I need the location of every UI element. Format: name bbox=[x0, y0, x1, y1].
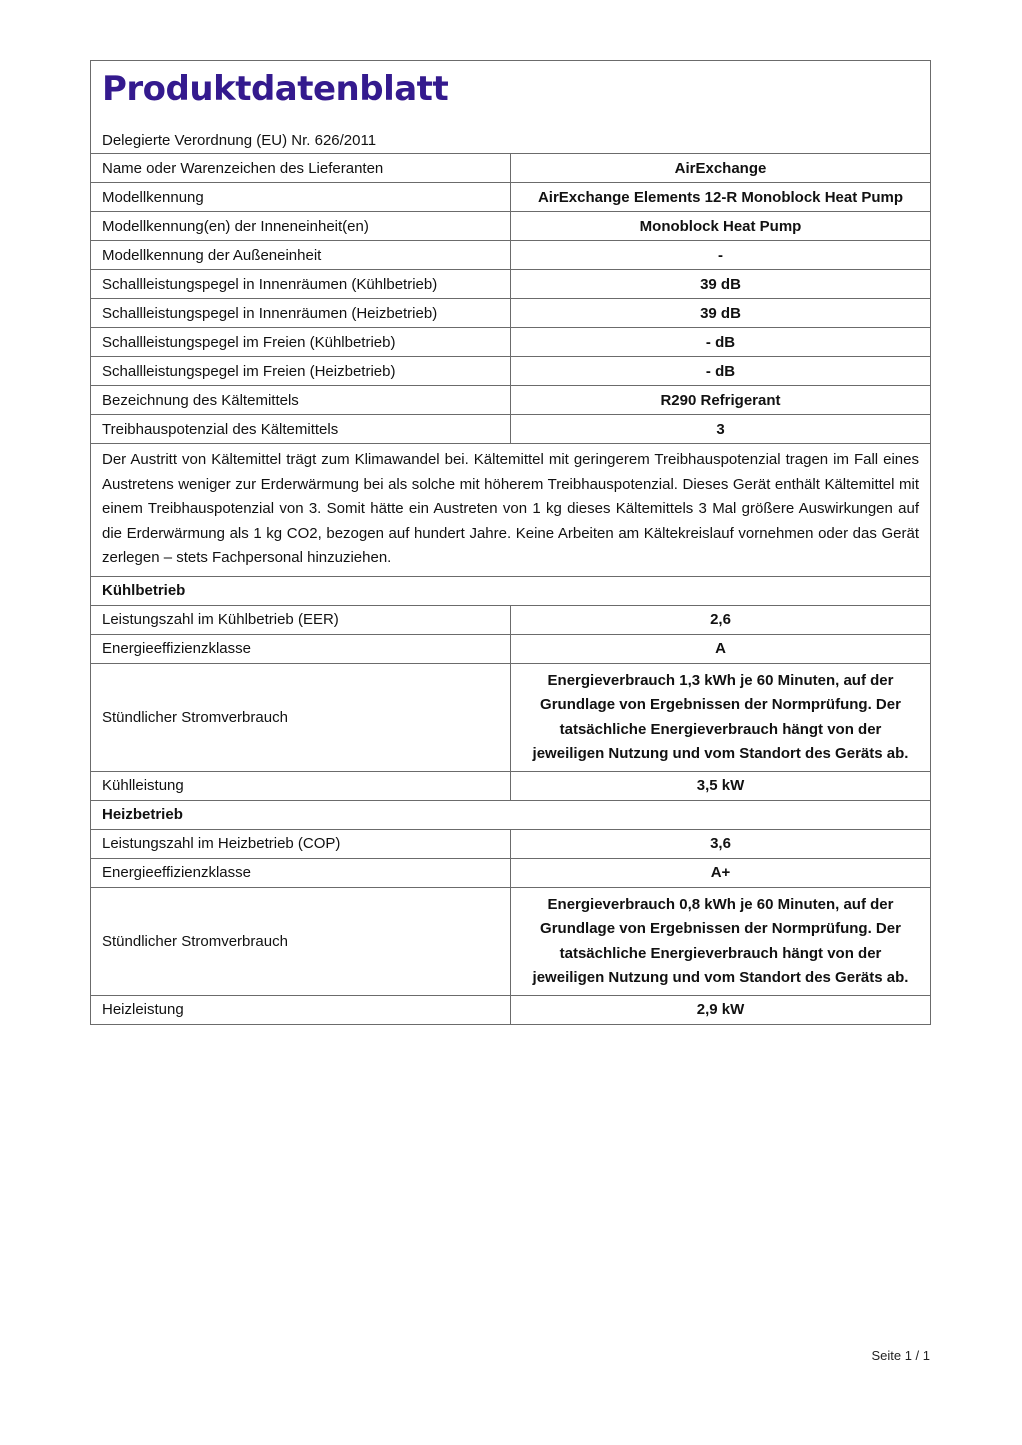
row-value: A+ bbox=[511, 858, 931, 887]
table-row bbox=[91, 357, 931, 386]
row-label: Modellkennung bbox=[91, 183, 511, 212]
row-label: Heizleistung bbox=[91, 995, 511, 1024]
row-value: - dB bbox=[511, 328, 931, 357]
row-value: - dB bbox=[511, 357, 931, 386]
row-label: Schallleistungspegel in Innenräumen (Kühlbetrieb) bbox=[91, 270, 511, 299]
table-row bbox=[91, 995, 931, 1024]
table-row bbox=[91, 887, 931, 995]
row-value-multiline: Energieverbrauch 1,3 kWh je 60 Minuten, auf der Grundlage von Ergebnissen der Normprüfung. Der tatsächliche Energieverbrauch hängt von der jeweiligen Nutzung und vom Standort des Geräts ab. bbox=[511, 663, 931, 771]
row-value: R290 Refrigerant bbox=[511, 386, 931, 415]
document-title: Produktdatenblatt bbox=[102, 69, 449, 109]
row-label: Leistungszahl im Kühlbetrieb (EER) bbox=[91, 605, 511, 634]
row-label: Stündlicher Stromverbrauch bbox=[91, 663, 511, 771]
row-label: Schallleistungspegel in Innenräumen (Heizbetrieb) bbox=[91, 299, 511, 328]
header-cell bbox=[91, 61, 931, 154]
row-label: Energieeffizienzklasse bbox=[91, 858, 511, 887]
section-row-heating bbox=[91, 800, 931, 829]
row-value: AirExchange Elements 12-R Monoblock Heat Pump bbox=[511, 183, 931, 212]
table-row bbox=[91, 829, 931, 858]
row-label: Schallleistungspegel im Freien (Kühlbetrieb) bbox=[91, 328, 511, 357]
refrigerant-notice: Der Austritt von Kältemittel trägt zum Klimawandel bei. Kältemittel mit geringerem Treibhauspotenzial tragen im Fall eines Austretens weniger zur Erderwärmung bei als solche mit höherem Treibhauspotenzial. Dieses Gerät enthält Kältemittel mit einem Treibhauspotenzial von 3. Somit hätte ein Austreten von 1 kg dieses Kältemittels 3 Mal größere Auswirkungen auf die Erderwärmung als 1 kg CO2, bezogen auf hundert Jahre. Keine Arbeiten am Kältekreislauf vornehmen oder das Gerät zerlegen – stets Fachpersonal hinzuziehen. bbox=[91, 444, 931, 577]
table-row bbox=[91, 154, 931, 183]
row-value: 3,5 kW bbox=[511, 771, 931, 800]
section-heading-cooling: Kühlbetrieb bbox=[91, 576, 931, 605]
row-value: 2,6 bbox=[511, 605, 931, 634]
table-row bbox=[91, 241, 931, 270]
row-value: 3,6 bbox=[511, 829, 931, 858]
table-row bbox=[91, 183, 931, 212]
row-label: Stündlicher Stromverbrauch bbox=[91, 887, 511, 995]
table-row bbox=[91, 415, 931, 444]
row-value: 3 bbox=[511, 415, 931, 444]
row-label: Energieeffizienzklasse bbox=[91, 634, 511, 663]
regulation-reference: Delegierte Verordnung (EU) Nr. 626/2011 bbox=[102, 132, 377, 149]
row-label: Modellkennung(en) der Inneneinheit(en) bbox=[91, 212, 511, 241]
table-row bbox=[91, 328, 931, 357]
page-number: Seite 1 / 1 bbox=[871, 1348, 930, 1363]
table-row bbox=[91, 858, 931, 887]
row-label: Kühlleistung bbox=[91, 771, 511, 800]
row-value: 39 dB bbox=[511, 299, 931, 328]
section-row-cooling bbox=[91, 576, 931, 605]
row-value: 2,9 kW bbox=[511, 995, 931, 1024]
row-value: A bbox=[511, 634, 931, 663]
row-value: Monoblock Heat Pump bbox=[511, 212, 931, 241]
row-label: Name oder Warenzeichen des Lieferanten bbox=[91, 154, 511, 183]
table-row bbox=[91, 771, 931, 800]
row-label: Modellkennung der Außeneinheit bbox=[91, 241, 511, 270]
row-value-multiline: Energieverbrauch 0,8 kWh je 60 Minuten, auf der Grundlage von Ergebnissen der Normprüfung. Der tatsächliche Energieverbrauch hängt von der jeweiligen Nutzung und vom Standort des Geräts ab. bbox=[511, 887, 931, 995]
table-row bbox=[91, 212, 931, 241]
row-value: 39 dB bbox=[511, 270, 931, 299]
table-row bbox=[91, 663, 931, 771]
row-value: AirExchange bbox=[511, 154, 931, 183]
product-data-table bbox=[90, 60, 931, 1025]
header-row bbox=[91, 61, 931, 154]
section-heading-heating: Heizbetrieb bbox=[91, 800, 931, 829]
table-row bbox=[91, 270, 931, 299]
table-row bbox=[91, 386, 931, 415]
row-label: Leistungszahl im Heizbetrieb (COP) bbox=[91, 829, 511, 858]
table-row bbox=[91, 605, 931, 634]
row-label: Bezeichnung des Kältemittels bbox=[91, 386, 511, 415]
row-label: Treibhauspotenzial des Kältemittels bbox=[91, 415, 511, 444]
row-label: Schallleistungspegel im Freien (Heizbetrieb) bbox=[91, 357, 511, 386]
row-value: - bbox=[511, 241, 931, 270]
table-row bbox=[91, 299, 931, 328]
table-row bbox=[91, 634, 931, 663]
notice-row bbox=[91, 444, 931, 577]
